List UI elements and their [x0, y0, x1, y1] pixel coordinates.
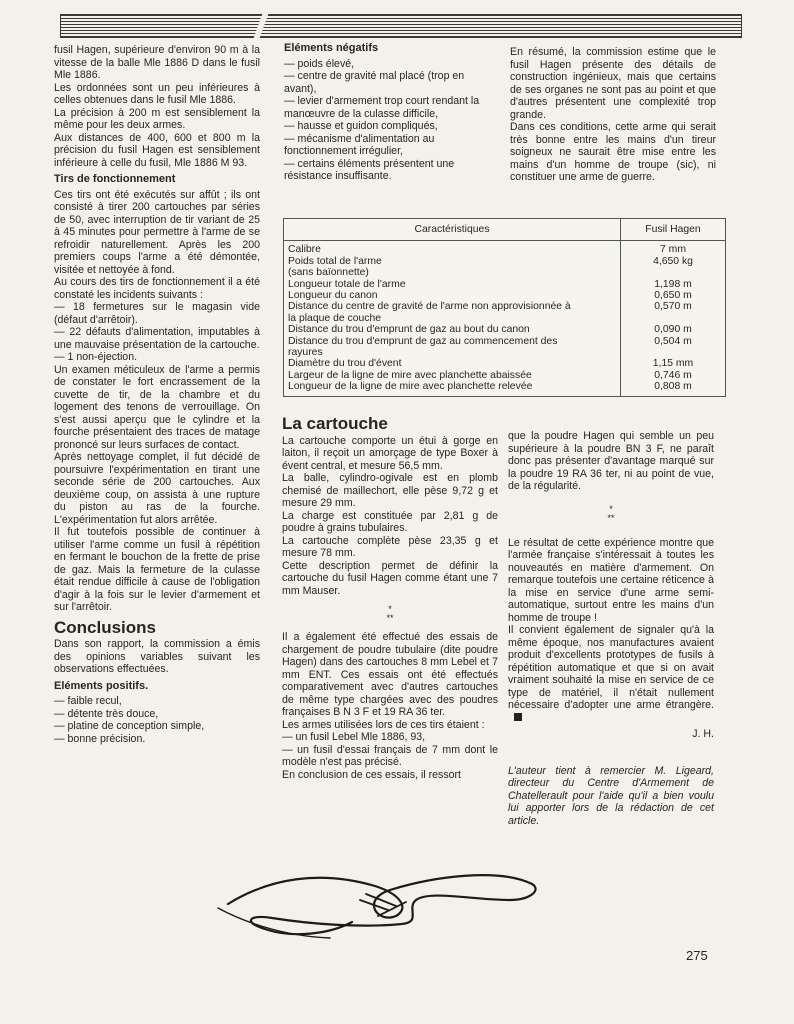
paragraph-text: Il convient également de signaler qu'à la même époque, nos manufactures avaient produit d'excellents prototypes de fusils à répétition automatique et que si on avait vraiment souhaité la mise en service de ce type de matériel, il n'était nullement nécessaire d'adopter une arme étrangère.	[508, 624, 714, 711]
table-cell-value	[621, 347, 726, 358]
heading-conclusions: Conclusions	[54, 617, 157, 637]
table-row	[284, 381, 726, 396]
paragraph: La cartouche comporte un étui à gorge en laiton, il reçoit un amorçage de type Boxer à évent central, et mesure 56,5 mm.	[282, 434, 498, 472]
table-cell-label: Distance du trou d'emprunt de gaz au bout du canon	[284, 324, 621, 335]
table-cell-value: 1,15 mm	[621, 358, 726, 369]
paragraph: fusil Hagen, supérieure d'environ 90 m à la vitesse de la balle Mle 1886 D dans le fusil Mle 1886.	[54, 44, 260, 81]
paragraph: Les armes utilisées lors de ces tirs étaient :	[282, 718, 485, 731]
table-row	[284, 358, 726, 369]
heading-tirs: Tirs de fonctionnement	[54, 173, 176, 185]
list-item: — certains éléments présentent une résistance insuffisante.	[284, 157, 455, 182]
list-item: — poids élevé,	[284, 57, 355, 70]
list-item: — hausse et guidon compliqués,	[284, 120, 438, 132]
heading-positifs: Eléments positifs.	[54, 679, 149, 692]
list-item: — faible recul,	[54, 695, 122, 707]
table-cell-value	[621, 267, 726, 278]
heading-cartouche: La cartouche	[282, 414, 388, 433]
positifs-list	[54, 695, 260, 745]
paragraph: Cette description permet de définir la cartouche du fusil Hagen comme étant une 7 mm Mauser.	[282, 559, 498, 597]
table-row	[284, 267, 726, 278]
paragraph: Il a également été effectué des essais de chargement de poudre tubulaire (dite poudre Hagen) dans des cartouches 8 mm Lebel et 7 mm ENT. Ces essais ont été effectués comparativement avec d'autres cartouches de même type chargées avec des poudres françaises B N 3 F et 19 RA 36 ter.	[282, 631, 498, 718]
column-2	[284, 42, 490, 183]
table-cell-value: 0,746 m	[621, 370, 726, 381]
characteristics-table	[283, 218, 726, 397]
table-cell-value	[621, 313, 726, 324]
table-cell-label: Largeur de la ligne de mire avec planchette abaissée	[284, 370, 621, 381]
paragraph: Aux distances de 400, 600 et 800 m la précision du fusil Hagen est sensiblement inférieure à celle du fusil, Mle 1886 M 93.	[54, 131, 260, 169]
table-cell-value: 0,650 m	[621, 290, 726, 301]
paragraph	[508, 624, 714, 724]
table-cell-label: Distance du centre de gravité de l'arme non approvisionnée à	[284, 301, 621, 312]
paragraph: En conclusion de ces essais, il ressort	[282, 768, 461, 781]
paragraph: — 22 défauts d'alimentation, imputables à une mauvaise présentation de la cartouche.	[54, 326, 260, 351]
table-cell-label: (sans baïonnette)	[284, 267, 621, 278]
paragraph: La charge est constituée par 2,81 g de poudre à grains tubulaires.	[282, 509, 498, 534]
table-row	[284, 301, 726, 312]
column-3	[510, 46, 716, 184]
paragraph: Il fut toutefois possible de continuer à utiliser l'arme comme un fusil à répétition en fermant le bouchon de la frette de prise de gaz. Mais la fermeture de la culasse était rendue difficile à cause de l'obligation d'agir à la fois sur le levier d'armement et sur l'arrêtoir.	[54, 526, 260, 613]
table-cell-label: Distance du trou d'emprunt de gaz au commencement des	[284, 336, 621, 347]
author-initials: J. H.	[692, 728, 714, 740]
paragraph: — 18 fermetures sur le magasin vide (défaut d'arrêtoir).	[54, 301, 260, 326]
table-row	[284, 370, 726, 381]
table-cell-value: 0,808 m	[621, 381, 726, 396]
table-row	[284, 279, 726, 290]
list-item: — levier d'armement trop court rendant la manœuvre de la culasse difficile,	[284, 95, 480, 120]
list-item: — centre de gravité mal placé (trop en avant),	[284, 70, 465, 95]
paragraph: Dans son rapport, la commission a émis des opinions variables suivant les observations effectuées.	[54, 638, 260, 675]
paragraph: Au cours des tirs de fonctionnement il a été constaté les incidents suivants :	[54, 276, 260, 301]
paragraph: Dans ces conditions, cette arme qui serait très bonne entre les mains d'un tireur soigneux ne saurait être mise entre les mains d'un homme de troupe (sic), ni constituer une arme de guerre.	[510, 121, 716, 183]
list-item: — mécanisme d'alimentation au fonctionnement irrégulier,	[284, 132, 435, 157]
list-item: — bonne précision.	[54, 732, 146, 745]
list-item: — détente très douce,	[54, 707, 159, 720]
table-cell-value: 0,570 m	[621, 301, 726, 312]
table-cell-value: 7 mm	[621, 241, 726, 256]
paragraph: Après nettoyage complet, il fut décidé de poursuivre l'expérimentation en tirant une seconde série de 200 cartouches. Aux deuxième coup, on assista à une rupture du piston au ras de la fourche. L'expérimentation fut alors arrêtée.	[54, 451, 260, 526]
header-hatch-band	[60, 14, 742, 38]
paragraph: En résumé, la commission estime que le fusil Hagen présente des détails de construction ingénieux, mais que certains de ses organes ne sont pas au point et que d'autres présentent une complexité trop grande.	[510, 46, 716, 121]
column-5	[508, 430, 714, 827]
section-separator-stars: * **	[607, 503, 615, 523]
table-cell-label: Longueur totale de l'arme	[284, 279, 621, 290]
list-item: — platine de conception simple,	[54, 720, 205, 732]
paragraph: Un examen méticuleux de l'arme a permis de constater le fort encrassement de la cuvette de tir, de la chambre et du logement des tenons de verrouillage. On s'est aussi aperçu que le cylindre et la fourche présentaient des traces de matage prononcé sur leurs surfaces de contact.	[54, 363, 260, 451]
table-cell-label: Diamètre du trou d'évent	[284, 358, 621, 369]
table-cell-value: 0,504 m	[621, 336, 726, 347]
paragraph: La balle, cylindro-ogivale est en plomb chemisé de maillechort, elle pèse 9,72 g et mesure 29 mm.	[282, 472, 498, 509]
paragraph: La cartouche complète pèse 23,35 g et mesure 78 mm.	[282, 534, 498, 559]
table-row	[284, 347, 726, 358]
table-cell-label: Poids total de l'arme	[284, 256, 621, 267]
table-cell-label: Calibre	[284, 241, 621, 256]
page-number: 275	[686, 948, 708, 963]
negatifs-list	[284, 58, 490, 183]
table-cell-value: 1,198 m	[621, 279, 726, 290]
table-cell-label: Longueur de la ligne de mire avec planchette relevée	[284, 381, 621, 396]
table-row	[284, 241, 726, 256]
table-cell-label: rayures	[284, 347, 621, 358]
table-row	[284, 256, 726, 267]
paragraph: — 1 non-éjection.	[54, 351, 138, 363]
end-mark-square-icon	[514, 713, 522, 721]
table-cell-label: la plaque de couche	[284, 313, 621, 324]
paragraph: La précision à 200 m est sensiblement la même pour les deux armes.	[54, 106, 260, 131]
heading-negatifs: Eléments négatifs	[284, 42, 379, 54]
section-separator-stars: * **	[386, 604, 394, 623]
paragraph: Les ordonnées sont un peu inférieures à celles obtenues dans le fusil Mle 1886.	[54, 81, 260, 106]
column-1	[54, 44, 260, 745]
table-row	[284, 336, 726, 347]
paragraph: Ces tirs ont été exécutés sur affût ; ils ont consisté à tirer 200 cartouches par séries de 50, avec interruption de tir variant de 25 à 45 minutes pour permettre à l'arme de se refroidir naturellement. Après les 200 premiers coups l'arme a été démontée, visitée et nettoyée à fond.	[54, 188, 260, 276]
table-row	[284, 313, 726, 324]
table-cell-label: Longueur du canon	[284, 290, 621, 301]
paragraph: — un fusil d'essai français de 7 mm dont le modèle n'est pas précisé.	[282, 743, 498, 768]
table-header-fusil: Fusil Hagen	[621, 219, 726, 241]
table-cell-value: 0,090 m	[621, 324, 726, 335]
paragraph: — un fusil Lebel Mle 1886, 93,	[282, 731, 426, 743]
paragraph: Le résultat de cette expérience montre que l'armée française s'intéressait à toutes les nouveautés en matière d'armement. On remarque toutefois une certaine réticence à la mise en service d'une arme semi-automatique, surtout entre les mains d'un homme de troupe !	[508, 536, 714, 624]
table-row	[284, 324, 726, 335]
acknowledgement-caption: L'auteur tient à remercier M. Ligeard, directeur du Centre d'Armement de Chatellerault pour l'aide qu'il a bien voulu lui apporter lors de la rédaction de cet article.	[508, 764, 714, 827]
column-4	[282, 414, 498, 781]
table-row	[284, 290, 726, 301]
table-cell-value: 4,650 kg	[621, 256, 726, 267]
handwritten-signature	[210, 860, 540, 945]
paragraph: que la poudre Hagen qui semble un peu supérieure à la poudre BN 3 F, ne paraît donc pas présenter d'avantage marqué sur la poudre 19 RA 36 ter, ni au point de vue, de la régularité.	[508, 430, 714, 492]
table-header-characteristics: Caractéristiques	[284, 219, 621, 241]
